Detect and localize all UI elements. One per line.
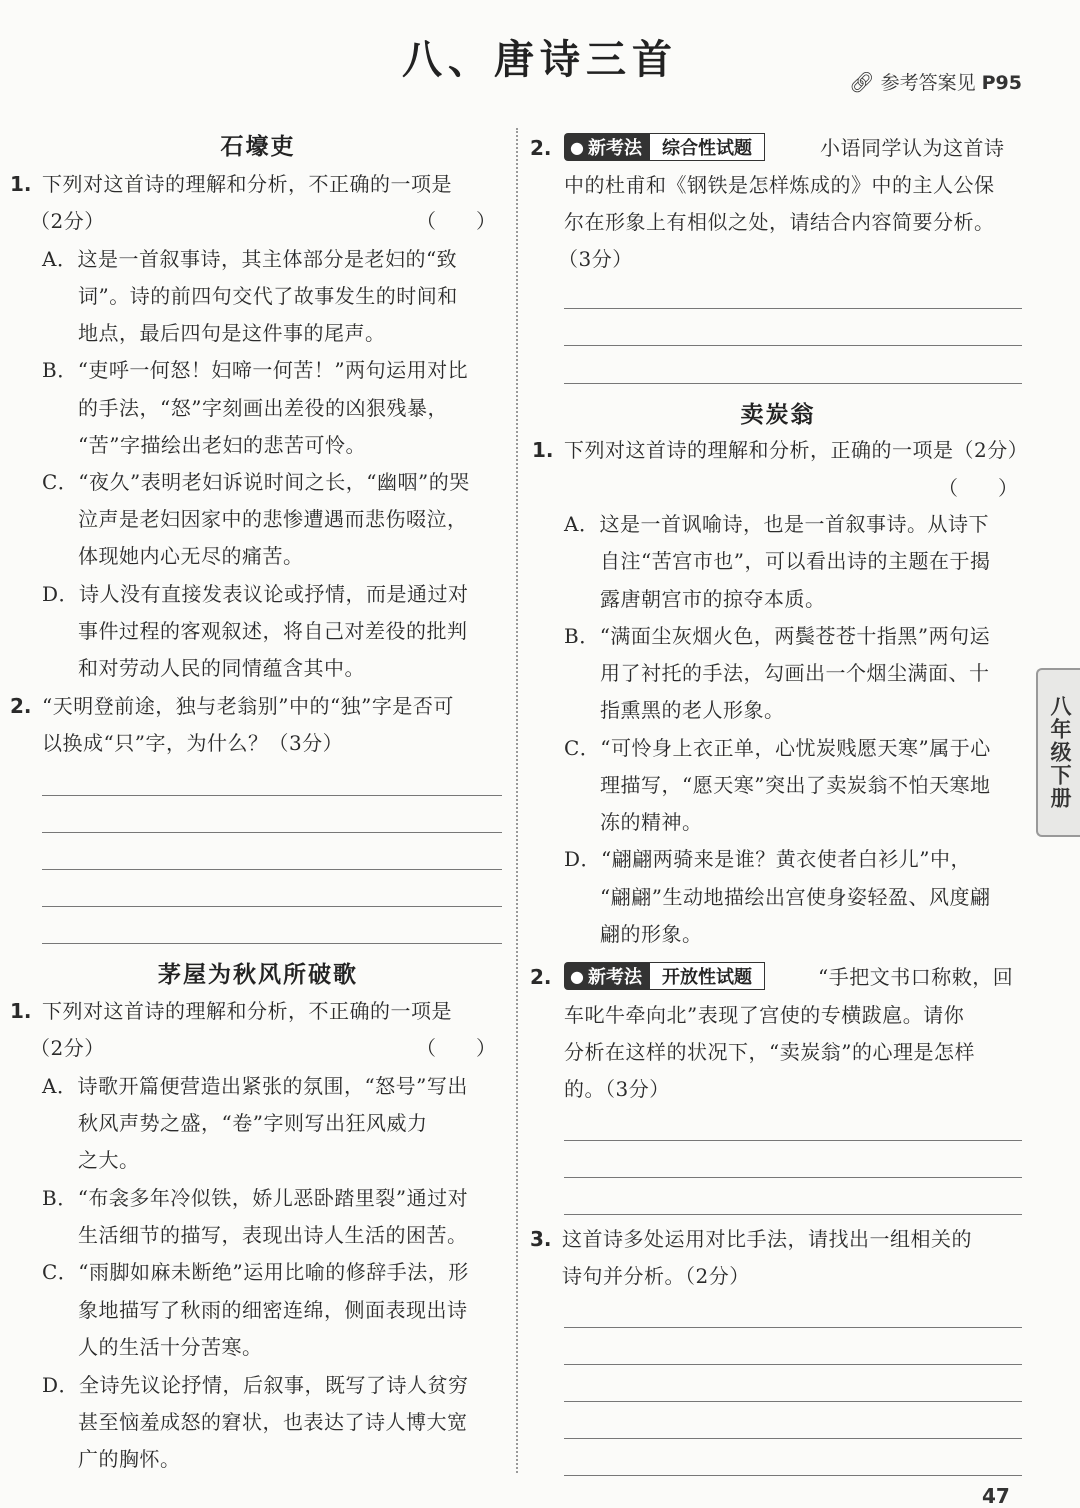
option-b[interactable]: B．“满面尘灰烟火色，两鬓苍苍十指黑”两句运 [564,624,991,648]
option-c-text: 泣声是老妇因家中的悲惨遭遇而悲伤啜泣， [78,507,468,531]
option-d[interactable]: D．诗人没有直接发表议论或抒情，而是通过对 [42,582,469,606]
question-text: 小语同学认为这首诗 [820,136,1005,160]
option-d-text: 和对劳动人民的同情蕴含其中。 [78,656,365,680]
answer-line[interactable] [564,1214,1022,1215]
question-number: 3. [530,1227,552,1251]
badge-new-label: 新考法 [587,967,642,988]
answer-parentheses: （ ） [416,1036,496,1060]
option-d-text: 翩的形象。 [600,922,703,946]
answer-ref-prefix: 参考答案见 [880,72,976,94]
option-a-text: 词”。诗的前四句交代了故事发生的时间和 [78,284,458,308]
question-text: （2分） [30,209,105,233]
answer-line[interactable] [42,869,502,870]
answer-parentheses: （ ） [416,209,496,233]
option-b-text: 指熏黑的老人形象。 [600,698,785,722]
question-text: 分析在这样的状况下，“卖炭翁”的心理是怎样 [564,1040,975,1064]
section-title-shihaoli: 石壕吏 [220,134,296,160]
question-text: 下列对这首诗的理解和分析，正确的一项是（2分） [564,438,1029,462]
option-b[interactable]: B．“吏呼一何怒！妇啼一何苦！”两句运用对比 [42,358,469,382]
answer-ref-page: P95 [981,72,1022,94]
option-b-text: 的手法，“怒”字刻画出差役的凶狠残暴， [78,396,448,420]
option-d-text: 甚至恼羞成怒的窘状，也表达了诗人博大宽 [78,1410,468,1434]
section-title-maitanweng: 卖炭翁 [740,402,816,428]
question-text: 中的杜甫和《钢铁是怎样炼成的》中的主人公保 [564,173,995,197]
answer-line[interactable] [42,943,502,944]
option-d-text: 广的胸怀。 [78,1447,181,1471]
question-number: 2. [10,694,32,718]
page-title: 八、唐诗三首 [402,36,678,83]
question-number: 2. [530,965,552,989]
question-text: 诗句并分析。（2分） [562,1264,750,1288]
option-a-text: 自注“苦宫市也”，可以看出诗的主题在于揭 [600,549,991,573]
question-text: 的。（3分） [564,1077,670,1101]
option-c[interactable]: C．“可怜身上衣正单，心忧炭贱愿天寒”属于心 [564,736,991,760]
option-c[interactable]: C．“雨脚如麻未断绝”运用比喻的修辞手法，形 [42,1260,469,1284]
answer-line[interactable] [564,345,1022,346]
answer-line[interactable] [564,1327,1022,1328]
answer-parentheses: （ ） [938,476,1018,500]
question-text: （2分） [30,1036,105,1060]
answer-line[interactable] [564,1438,1022,1439]
badge-new [564,133,650,161]
option-c-text: 象地描写了秋雨的细密连绵，侧面表现出诗 [78,1298,468,1322]
option-b-text: “苦”字描绘出老妇的悲苦可怜。 [78,433,366,457]
answer-line[interactable] [42,906,502,907]
answer-line[interactable] [42,795,502,796]
option-d[interactable]: D．全诗先议论抒情，后叙事，既写了诗人贫穷 [42,1373,469,1397]
page-number: 47 [982,1484,1010,1508]
answer-line[interactable] [564,308,1022,309]
option-a-text: 露唐朝宫市的掠夺本质。 [600,587,826,611]
option-c-text: 体现她内心无尽的痛苦。 [78,544,304,568]
question-number: 1. [10,999,32,1023]
option-d-text: 事件过程的客观叙述，将自己对差役的批判 [78,619,468,643]
option-c-text: 理描写，“愿天寒”突出了卖炭翁不怕天寒地 [600,773,991,797]
question-number: 1. [532,438,554,462]
option-a-text: 秋风声势之盛，“卷”字则写出狂风威力 [78,1111,428,1135]
option-b-text: 生活细节的描写，表现出诗人生活的困苦。 [78,1223,468,1247]
answer-line[interactable] [564,1364,1022,1365]
answer-line[interactable] [564,1401,1022,1402]
answer-line[interactable] [42,832,502,833]
question-number: 1. [10,172,32,196]
answer-line[interactable] [564,1177,1022,1178]
question-text: 这首诗多处运用对比手法，请找出一组相关的 [562,1227,972,1251]
option-c[interactable]: C．“夜久”表明老妇诉说时间之长，“幽咽”的哭 [42,470,470,494]
option-a[interactable]: A．诗歌开篇便营造出紧张的氛围，“怒号”写出 [42,1074,468,1098]
column-divider [516,128,518,1473]
option-a[interactable]: A．这是一首叙事诗，其主体部分是老妇的“致 [42,247,458,271]
option-d[interactable]: D．“翩翩两骑来是谁？黄衣使者白衫儿”中， [564,847,971,871]
link-icon: 🔗︎ [849,70,875,94]
new-exam-badge [564,133,765,161]
question-text: “天明登前途，独与老翁别”中的“独”字是否可 [42,694,454,718]
answer-line[interactable] [564,1475,1022,1476]
lightbulb-icon: ● [570,966,584,986]
badge-new [564,962,650,990]
question-text: 车叱牛牵向北”表现了宫使的专横跋扈。请你 [564,1003,965,1027]
option-c-text: 人的生活十分苦寒。 [78,1335,263,1359]
option-b[interactable]: B．“布衾多年冷似铁，娇儿恶卧踏里裂”通过对 [42,1186,469,1210]
option-a-text: 地点，最后四句是这件事的尾声。 [78,321,386,345]
option-d-text: “翩翩”生动地描绘出宫使身姿轻盈、风度翩 [600,885,991,909]
section-title-maowu: 茅屋为秋风所破歌 [158,962,358,988]
option-a-text: 之大。 [78,1148,140,1172]
question-text: “手把文书口称敕，回 [818,965,1014,989]
question-number: 2. [530,136,552,160]
lightbulb-icon: ● [570,137,584,157]
badge-new-label: 新考法 [587,138,642,159]
question-text: 以换成“只”字，为什么？（3分） [42,731,344,755]
question-text: （3分） [558,247,633,271]
grade-side-tab[interactable] [1036,668,1080,837]
question-text: 尔在形象上有相似之处，请结合内容简要分析。 [564,210,995,234]
answer-reference [849,68,1022,95]
answer-line[interactable] [564,1140,1022,1141]
question-text: 下列对这首诗的理解和分析，不正确的一项是 [42,999,452,1023]
option-a[interactable]: A．这是一首讽喻诗，也是一首叙事诗。从诗下 [564,512,989,536]
question-text: 下列对这首诗的理解和分析，不正确的一项是 [42,172,452,196]
option-c-text: 冻的精神。 [600,810,703,834]
badge-type: 开放性试题 [650,962,765,990]
badge-type: 综合性试题 [650,133,765,161]
option-b-text: 用了衬托的手法，勾画出一个烟尘满面、十 [600,661,990,685]
answer-line[interactable] [564,383,1022,384]
grade-side-tab-label: 八年级下册 [1048,695,1072,810]
new-exam-badge [564,962,765,990]
